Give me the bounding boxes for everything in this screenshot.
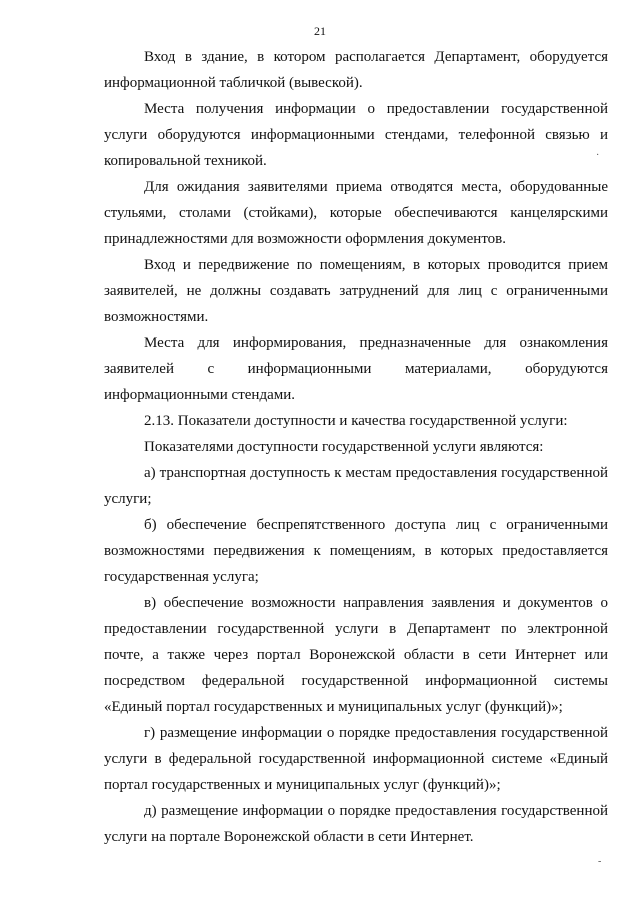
section-heading-2-13: 2.13. Показатели доступности и качества государственной услуги: bbox=[144, 413, 568, 429]
paragraph-accessibility: Вход и передвижение по помещениям, в которых проводится прием заявителей, не должны создавать затруднений для лиц с ограниченными возможностями. bbox=[104, 257, 608, 325]
paragraph-indicators-intro: Показателями доступности государственной услуги являются: bbox=[144, 439, 544, 455]
list-item-b: б) обеспечение беспрепятственного доступа лиц с ограниченными возможностями передвижения к помещениям, в которых предоставляется государственная услуга; bbox=[104, 517, 608, 585]
page-number: 21 bbox=[314, 24, 326, 38]
paragraph-info-stands: Места для информирования, предназначенные для ознакомления заявителей с информационными материалами, оборудуются информационными стендами. bbox=[104, 335, 608, 403]
paragraph-info-places: Места получения информации о предоставлении государственной услуги оборудуются информационными стендами, телефонной связью и копировальной техникой. bbox=[104, 101, 608, 169]
document-body bbox=[104, 44, 608, 850]
list-item-a: а) транспортная доступность к местам предоставления государственной услуги; bbox=[104, 465, 608, 507]
paragraph-waiting-places: Для ожидания заявителями приема отводятся места, оборудованные стульями, столами (стойками), которые обеспечиваются канцелярскими принадлежностями для возможности оформления документов. bbox=[104, 179, 608, 247]
list-item-g: г) размещение информации о порядке предоставления государственной услуги в федеральной государственной информационной системе «Единый портал государственных и муниципальных услуг (функций)»; bbox=[104, 725, 608, 793]
scan-mark: · bbox=[596, 150, 600, 161]
paragraph-building-entrance: Вход в здание, в котором располагается Департамент, оборудуется информационной табличкой (вывеской). bbox=[104, 49, 608, 91]
list-item-d: д) размещение информации о порядке предоставления государственной услуги на портале Воронежской области в сети Интернет. bbox=[104, 803, 608, 845]
scan-mark: - bbox=[598, 856, 602, 867]
list-item-v: в) обеспечение возможности направления заявления и документов о предоставлении государственной услуги в Департамент по электронной почте, а также через портал Воронежской области в сети Интернет или посредством федеральной государственной информационной системы «Единый портал государственных и муниципальных услуг (функций)»; bbox=[104, 595, 608, 715]
